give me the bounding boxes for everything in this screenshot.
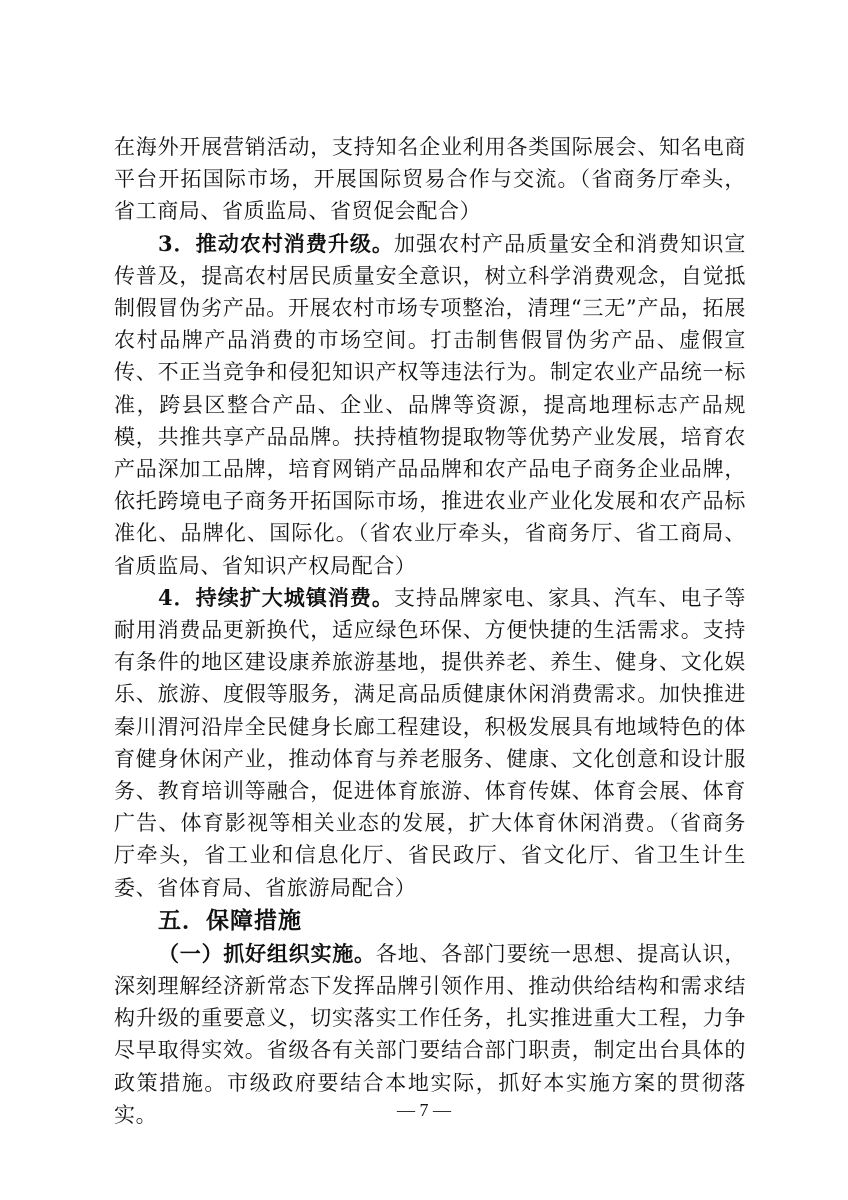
paragraph-lead: 3．推动农村消费升级。	[158, 230, 394, 256]
page-number: — 7 —	[397, 1100, 451, 1120]
document-body	[114, 131, 746, 1131]
paragraph-urban-consumption	[114, 582, 746, 904]
paragraph-lead: （一）抓好组织实施。	[158, 940, 376, 966]
paragraph-text: 加强农村产品质量安全和消费知识宣传普及，提高农村居民质量安全意识，树立科学消费观念，自觉抵制假冒伪劣产品。开展农村市场专项整治，清理“三无”产品，拓展农村品牌产品消费的市场空间。打击制售假冒伪劣产品、虚假宣传、不正当竞争和侵犯知识产权等违法行为。制定农业产品统一标准，跨县区整合产品、企业、品牌等资源，提高地理标志产品规模，共推共享产品品牌。扶持植物提取物等优势产业发展，培育农产品深加工品牌，培育网销产品品牌和农产品电子商务企业品牌，依托跨境电子商务开拓国际市场，推进农业产业化发展和农产品标准化、品牌化、国际化。（省农业厅牵头，省商务厅、省工商局、省质监局、省知识产权局配合）	[114, 231, 746, 578]
paragraph-rural-consumption	[114, 228, 746, 582]
paragraph-text: 各地、各部门要统一思想、提高认识，深刻理解经济新常态下发挥品牌引领作用、推动供给结构和需求结构升级的重要意义，切实落实工作任务，扎实推进重大工程，力争尽早取得实效。省级各有关部门要结合部门职责，制定出台具体的政策措施。市级政府要结合本地实际，抓好本实施方案的贯彻落实。	[114, 941, 747, 1127]
paragraph-lead: 4．持续扩大城镇消费。	[158, 584, 394, 610]
paragraph-text: 支持品牌家电、家具、汽车、电子等耐用消费品更新换代，适应绿色环保、方便快捷的生活需求。支持有条件的地区建设康养旅游基地，提供养老、养生、健身、文化娱乐、旅游、度假等服务，满足高品质健康休闲消费需求。加快推进秦川渭河沿岸全民健身长廊工程建设，积极发展具有地域特色的体育健身休闲产业，推动体育与养老服务、健康、文化创意和设计服务、教育培训等融合，促进体育旅游、体育传媒、体育会展、体育广告、体育影视等相关业态的发展，扩大体育休闲消费。（省商务厅牵头，省工业和信息化厅、省民政厅、省文化厅、省卫生计生委、省体育局、省旅游局配合）	[114, 585, 746, 900]
section-heading: 五．保障措施	[158, 907, 302, 934]
paragraph-text: 在海外开展营销活动，支持知名企业利用各类国际展会、知名电商平台开拓国际市场，开展国际贸易合作与交流。（省商务厅牵头，省工商局、省质监局、省贸促会配合）	[114, 135, 746, 224]
paragraph-continuation	[114, 131, 746, 228]
